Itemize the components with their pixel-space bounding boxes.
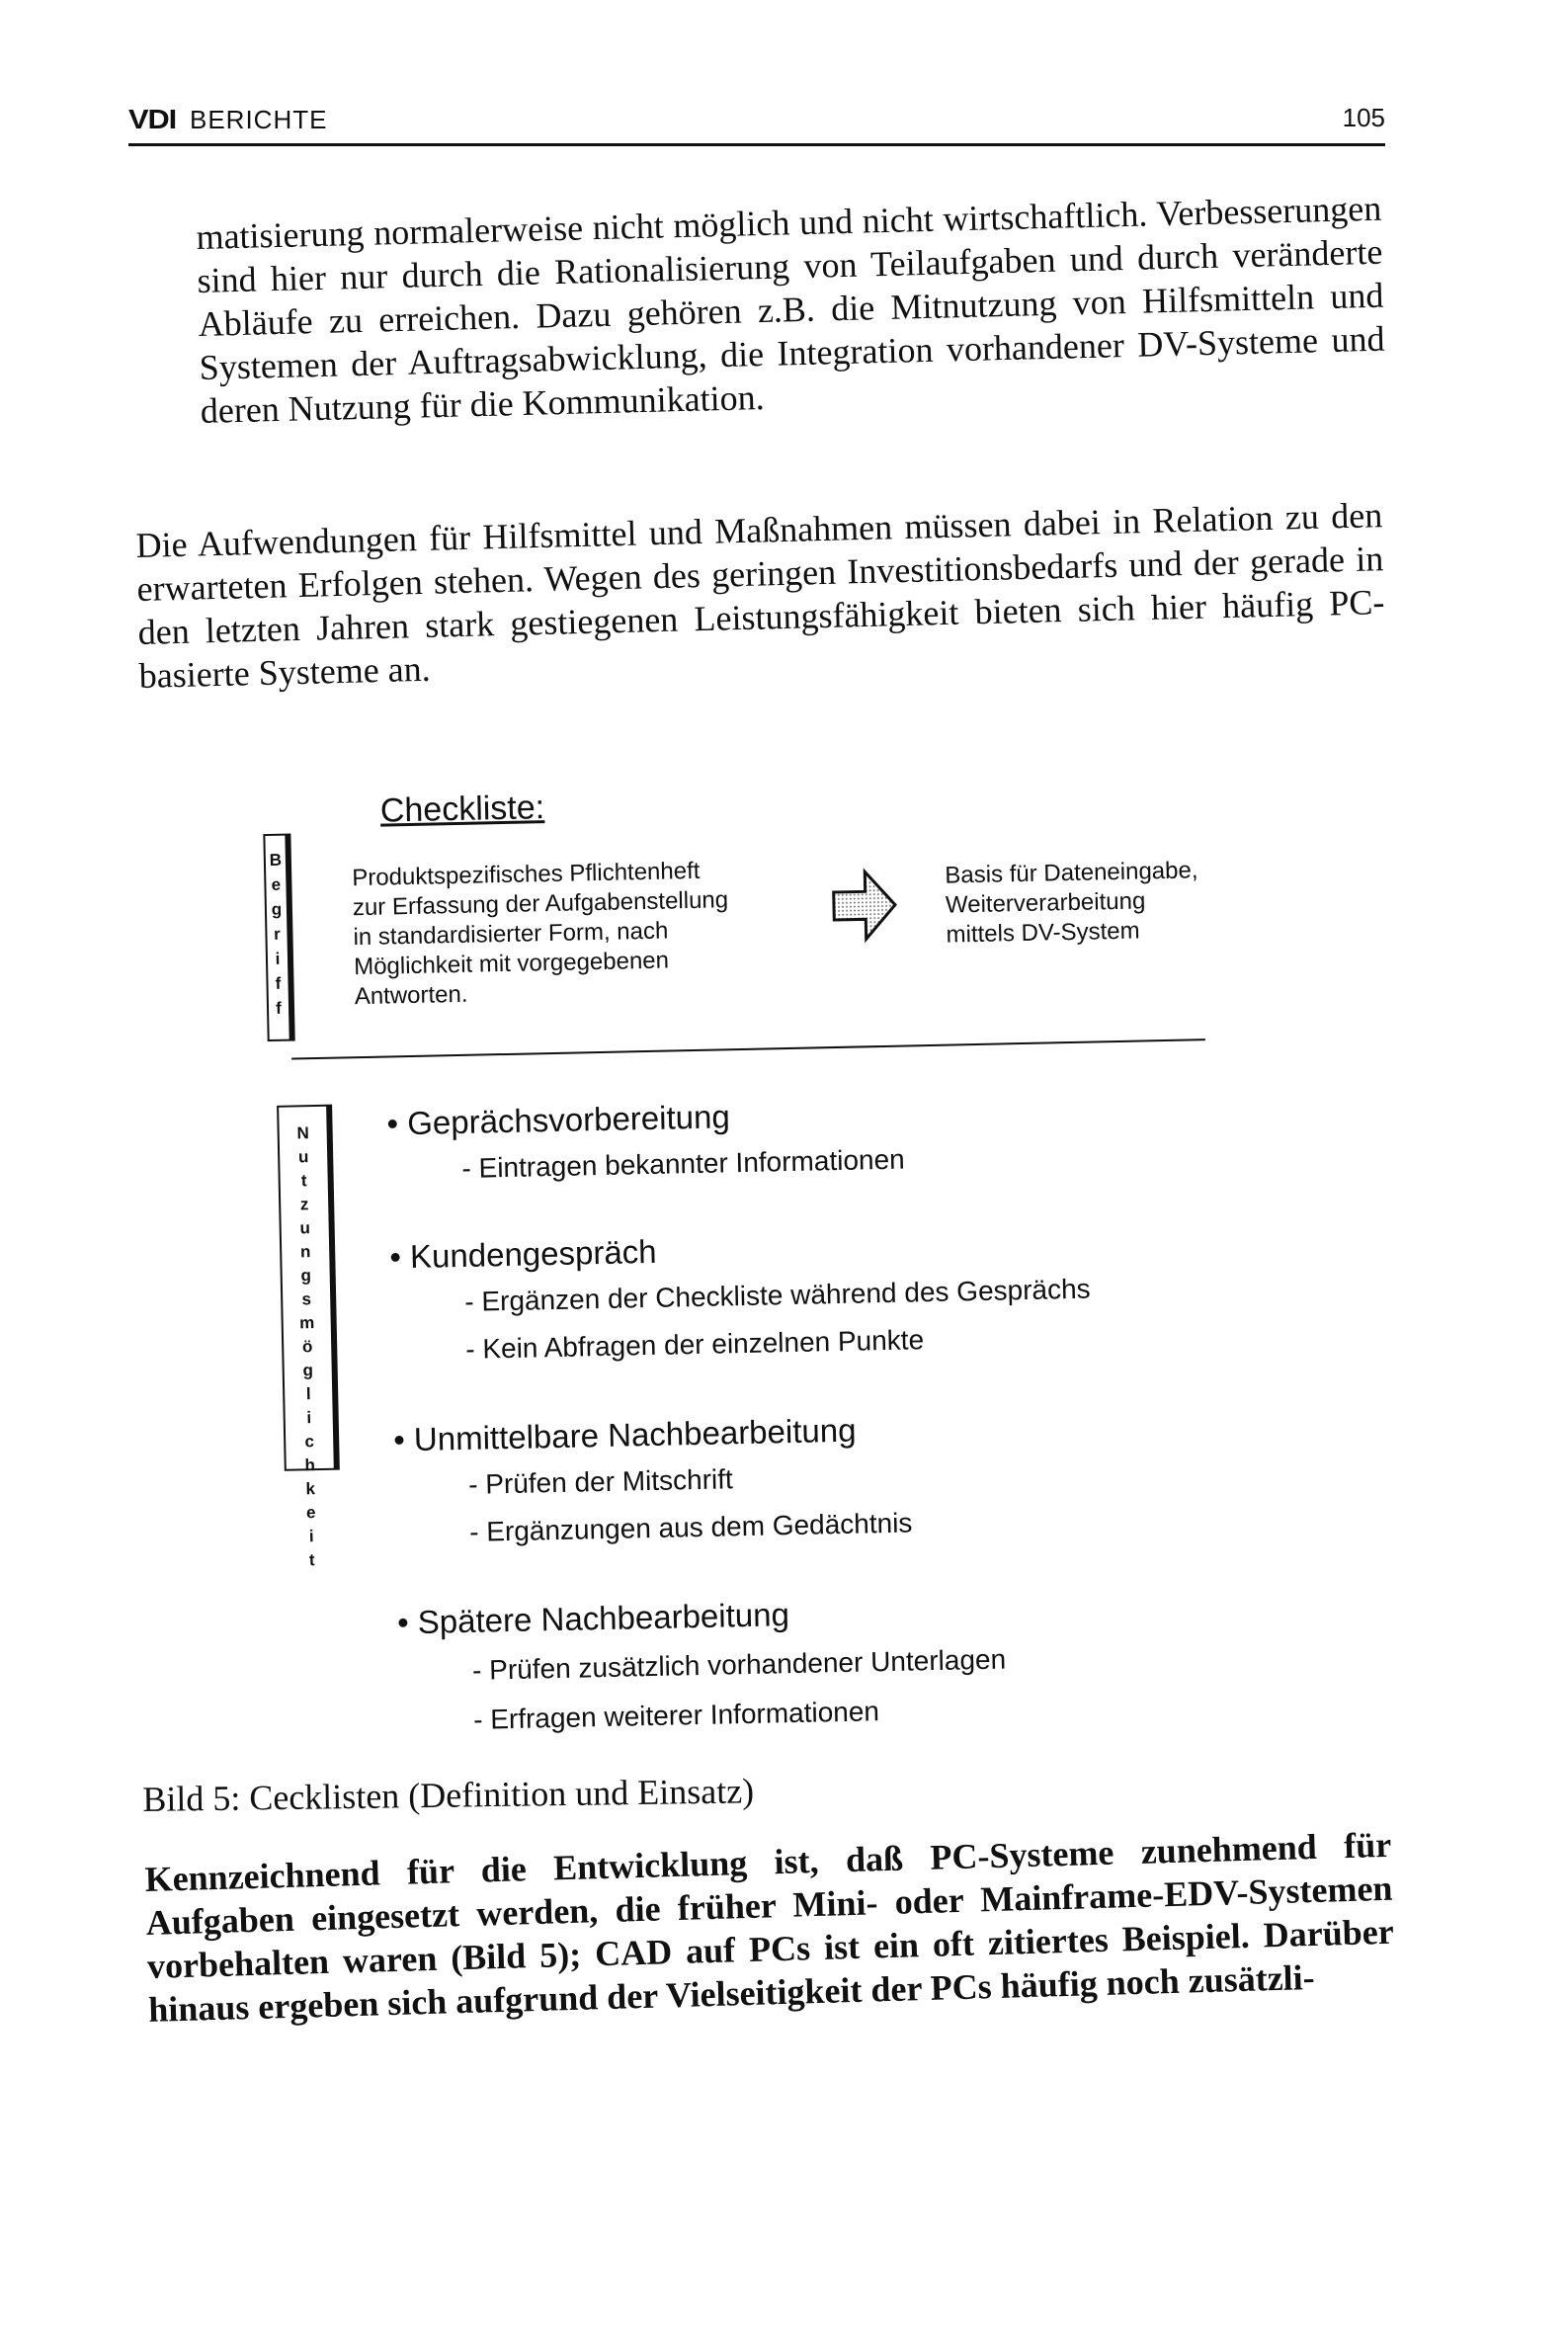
- section-heading: • Kundengespräch: [389, 1233, 657, 1277]
- vertical-letter: i: [306, 1408, 312, 1428]
- vertical-letter: z: [299, 1195, 309, 1214]
- vertical-letter: l: [305, 1384, 311, 1404]
- figure-caption: Bild 5: Cecklisten (Definition und Einsatz): [142, 1771, 755, 1819]
- vertical-letter: s: [301, 1289, 312, 1309]
- vertical-letter: r: [273, 924, 281, 944]
- section-item: - Ergänzungen aus dem Gedächtnis: [469, 1507, 913, 1547]
- vertical-letter: e: [305, 1503, 316, 1523]
- vertical-letter: t: [308, 1550, 315, 1570]
- vertical-letter: n: [299, 1242, 311, 1262]
- vertical-letter: g: [271, 899, 283, 919]
- vertical-letter: m: [298, 1313, 315, 1333]
- begriff-label-box: [263, 833, 294, 1041]
- definition-line: Möglichkeit mit vorgegebenen: [353, 947, 670, 981]
- right-arrow-icon: [829, 866, 900, 946]
- section-heading: • Unmittelbare Nachbearbeitung: [393, 1412, 857, 1459]
- vertical-letter: g: [300, 1266, 312, 1286]
- definition-line: Produktspezifisches Pflichtenheft: [352, 857, 701, 892]
- vertical-letter: e: [271, 874, 282, 894]
- vertical-letter: u: [297, 1147, 309, 1167]
- nutzung-label-box: [277, 1105, 340, 1570]
- vertical-letter: k: [305, 1479, 316, 1499]
- section-item: - Eintragen bekannter Informationen: [461, 1144, 905, 1185]
- definition-line: in standardisierter Form, nach: [353, 917, 669, 952]
- result-line: Basis für Dateneingabe,: [945, 857, 1198, 889]
- section-item: - Prüfen zusätzlich vorhandener Unterlagen: [472, 1644, 1007, 1687]
- vertical-letter: i: [275, 949, 281, 968]
- section-heading: • Spätere Nachbearbeitung: [397, 1596, 790, 1641]
- vertical-letter: t: [300, 1171, 307, 1191]
- result-line: mittels DV-System: [946, 917, 1140, 949]
- figure-divider: [291, 1039, 1205, 1059]
- vertical-letter: f: [275, 998, 283, 1018]
- section-item: - Erfragen weiterer Informationen: [473, 1696, 879, 1736]
- definition-result: [945, 855, 1273, 951]
- definition-text: [352, 854, 819, 1012]
- vertical-letter: g: [302, 1361, 314, 1380]
- vertical-letter: c: [304, 1432, 315, 1452]
- paragraph-1: matisierung normalerweise nicht möglich und nicht wirtschaftlich. Verbesserungen sind hier nur durch die Rationalisierung von Teilaufgaben und durch veränderte Abläufe zu erreichen. Dazu gehören z.B. die Mitnutzung von Hilfsmitteln und Systemen der Auftragsabwicklung, die Integration vorhandener DV-Systeme und deren Nutzung für die Kommunikation.: [196, 188, 1385, 431]
- definition-line: Antworten.: [354, 980, 468, 1011]
- vertical-letter: i: [308, 1527, 314, 1546]
- section-item: - Ergänzen der Checkliste während des Gesprächs: [464, 1274, 1091, 1318]
- vertical-letter: u: [299, 1218, 311, 1238]
- page-number: 105: [1342, 103, 1385, 132]
- vdi-logo: VDI: [128, 104, 177, 134]
- vertical-letter: h: [304, 1455, 316, 1475]
- section-heading: • Geprächsvorbereitung: [386, 1098, 730, 1142]
- vertical-letter: N: [296, 1123, 310, 1143]
- section-item: - Kein Abfragen der einzelnen Punkte: [465, 1324, 924, 1366]
- vertical-letter: B: [269, 850, 283, 870]
- paragraph-2: Die Aufwendungen für Hilfsmittel und Maßnahmen müssen dabei in Relation zu den erwarteten Erfolgen stehen. Wegen des geringen Investitionsbedarfs und der gerade in den letzten Jahren stark gestiegenen Leistungsfähigkeit bieten sich hier häufig PC-basierte Systeme an.: [135, 495, 1385, 696]
- result-line: Weiterverarbeitung: [945, 887, 1146, 919]
- vertical-letter: f: [275, 973, 282, 993]
- figure-title: Checkliste:: [379, 789, 545, 830]
- section-item: - Prüfen der Mitschrift: [468, 1463, 733, 1501]
- vertical-letter: ö: [301, 1337, 313, 1357]
- paragraph-3: Kennzeichnend für die Entwicklung ist, daß PC-Systeme zunehmend für Aufgaben eingesetzt werden, die früher Mini- oder Mainframe-EDV-Systemen vorbehalten waren (Bild 5); CAD auf PCs ist ein oft zitiertes Beispiel. Darüber hinaus ergeben sich aufgrund der Vielseitigkeit der PCs häufig noch zusätzli-: [144, 1824, 1395, 2030]
- definition-line: zur Erfassung der Aufgabenstellung: [352, 886, 729, 922]
- series-title: BERICHTE: [190, 105, 328, 134]
